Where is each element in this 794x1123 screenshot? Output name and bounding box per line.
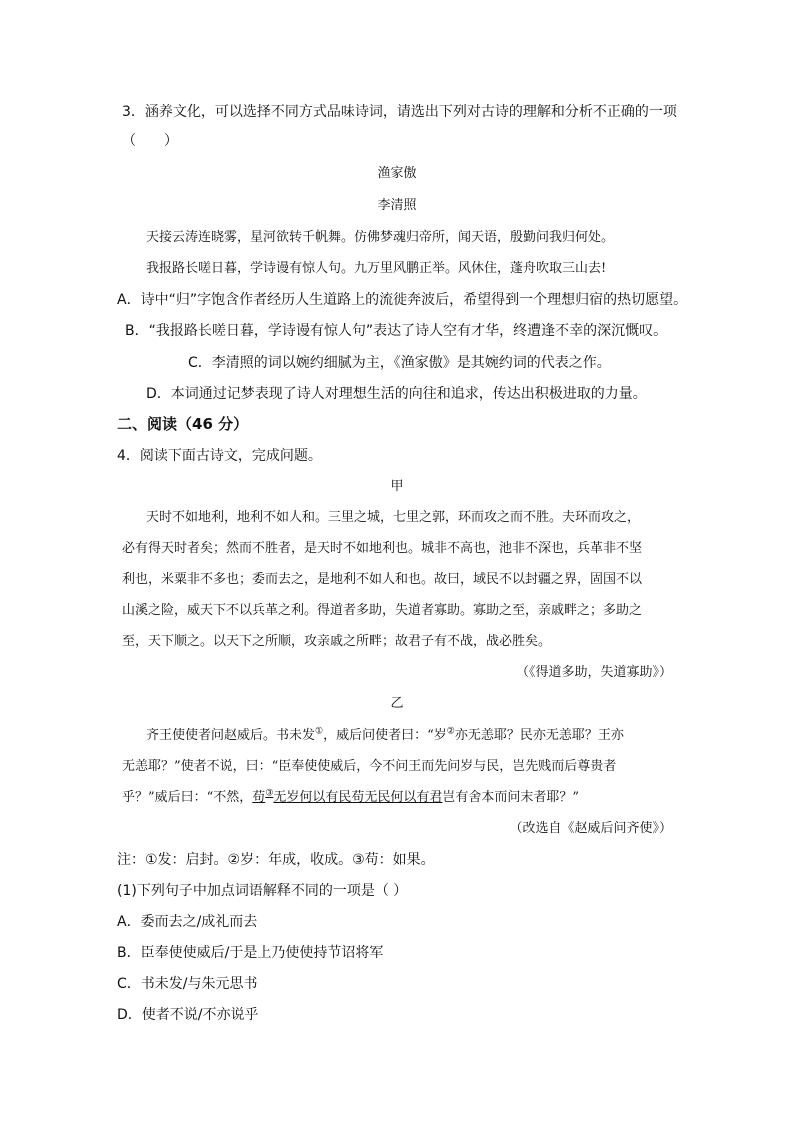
poem-line-2: 我报路长嗟日暮，学诗谩有惊人句。九万里风鹏正举。风休住，蓬舟吹取三山去! bbox=[146, 261, 607, 276]
passage-jia-line: 山溪之险，威天下不以兵革之利。得道者多助，失道者寡助。寡助之至，亲戚畔之；多助之 bbox=[122, 603, 643, 618]
footnote-marker-2: ② bbox=[446, 726, 455, 737]
yi-line3-text-a: 乎？”威后曰：“不然， bbox=[122, 790, 253, 805]
footnote-marker-3: ③ bbox=[265, 788, 274, 799]
poem-author: 李清照 bbox=[377, 198, 417, 213]
sub-question-1-stem: (1)下列句子中加点词语解释不同的一项是（ ） bbox=[117, 883, 408, 899]
sub-question-1-option-c: C．书未发/与朱元思书 bbox=[117, 976, 258, 992]
underlined-sentence-start: 苟 bbox=[252, 790, 266, 805]
yi-line1-text-b: ，威后问使者曰：“岁 bbox=[323, 728, 447, 743]
passage-yi-source: （改选自《赵威后问齐使》） bbox=[509, 821, 672, 836]
passage-yi-line-2: 无恙耶？”使者不说，曰：“臣奉使使威后，今不问王而先问岁与民，岂先贱而后尊贵者 bbox=[122, 759, 617, 774]
q4-stem: 4．阅读下面古诗文，完成问题。 bbox=[117, 448, 322, 464]
sub-question-1-option-d: D．使者不说/不亦说乎 bbox=[117, 1007, 259, 1023]
q3-option-d: D．本词通过记梦表现了诗人对理想生活的向往和追求，传达出积极进取的力量。 bbox=[146, 386, 647, 402]
passage-jia-line: 天时不如地利，地利不如人和。三里之城，七里之郭，环而攻之而不胜。夫环而攻之， bbox=[146, 510, 641, 525]
passage-yi-line-1 bbox=[146, 726, 624, 746]
passage-jia-source: （《得道多助，失道寡助》） bbox=[515, 665, 672, 680]
yi-line1-text-c: 亦无恙耶？民亦无恙耶？王亦 bbox=[454, 728, 624, 743]
yi-line3-text-b: 岂有舍本而问末者耶？” bbox=[442, 790, 580, 805]
passage-jia-line: 至，天下顺之。以天下之所顺，攻亲戚之所畔；故君子有不战，战必胜矣。 bbox=[122, 634, 552, 649]
passage-yi-line-3 bbox=[122, 788, 579, 808]
passage-yi-title: 乙 bbox=[390, 696, 404, 711]
q3-paren: （ ） bbox=[122, 133, 178, 149]
passage-jia-line: 利也，米粟非不多也；委而去之，是地利不如人和也。故曰，域民不以封疆之界，固国不以 bbox=[122, 572, 643, 587]
passage-jia-line: 必有得天时者矣；然而不胜者，是天时不如地利也。城非不高也，池非不深也，兵革非不坚 bbox=[122, 541, 643, 556]
yi-line1-text-a: 齐王使使者问赵威后。书未发 bbox=[146, 728, 316, 743]
poem-title: 渔家傲 bbox=[377, 166, 417, 181]
section-heading: 二、阅读（46 分） bbox=[117, 415, 249, 433]
q3-option-a: A．诗中“归”字饱含作者经历人生道路上的流徙奔波后，希望得到一个理想归宿的热切愿望。 bbox=[117, 292, 688, 308]
sub-question-1-option-b: B．臣奉使使威后/于是上乃使使持节诏将军 bbox=[117, 945, 384, 961]
footnotes: 注：①发：启封。②岁：年成，收成。③苟：如果。 bbox=[117, 852, 435, 868]
q3-stem: 3．涵养文化，可以选择不同方式品味诗词，请选出下列对古诗的理解和分析不正确的一项 bbox=[122, 104, 677, 120]
passage-jia-title: 甲 bbox=[390, 479, 404, 494]
poem-line-1: 天接云涛连晓雾，星河欲转千帆舞。仿佛梦魂归帝所，闻天语，殷勤问我归何处。 bbox=[146, 230, 615, 245]
footnote-marker-1: ① bbox=[315, 726, 324, 737]
underlined-sentence: 无岁何以有民苟无民何以有君 bbox=[273, 790, 443, 805]
q3-option-c: C．李清照的词以婉约细腻为主，《渔家傲》是其婉约词的代表之作。 bbox=[188, 355, 611, 371]
q3-option-b: B．“我报路长嗟日暮，学诗谩有惊人句”表达了诗人空有才华，终遭逢不幸的深沉慨叹。 bbox=[125, 323, 668, 339]
sub-question-1-option-a: A．委而去之/成礼而去 bbox=[117, 914, 258, 930]
